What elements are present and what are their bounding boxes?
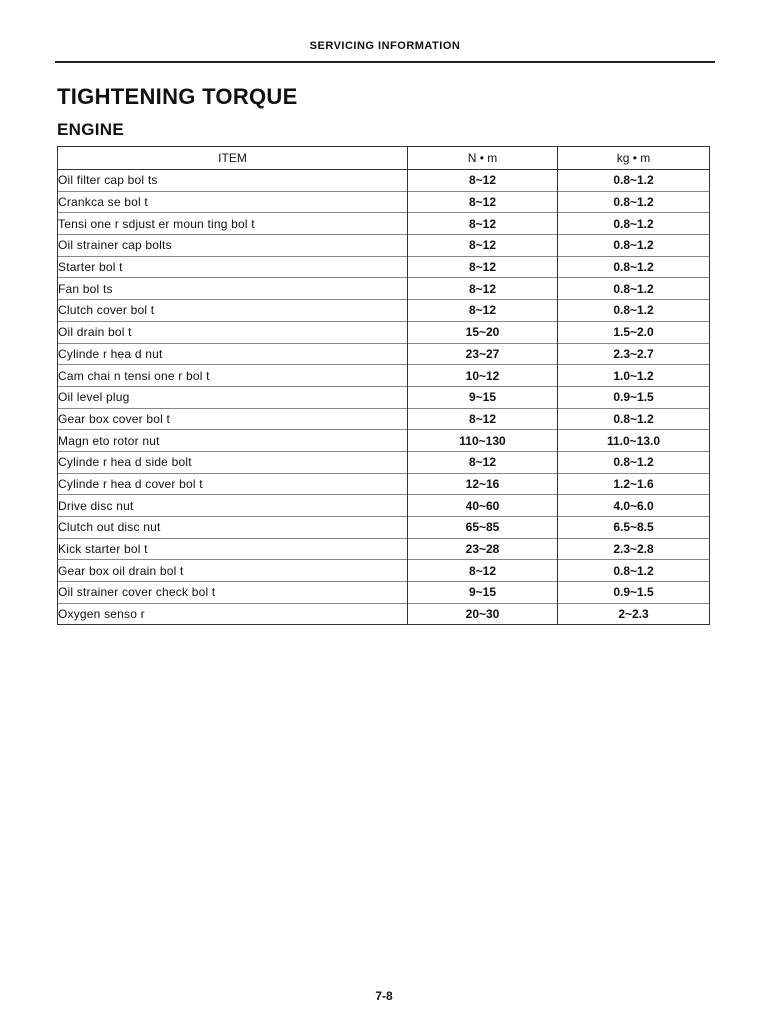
nm-cell: 110~130 [408, 430, 558, 452]
item-cell: Kick starter bol t [58, 538, 408, 560]
item-cell: Oil strainer cap bolts [58, 235, 408, 257]
column-header-nm: N • m [408, 147, 558, 170]
nm-cell: 40~60 [408, 495, 558, 517]
table-row [58, 300, 710, 322]
item-cell: Crankca se bol t [58, 191, 408, 213]
kgm-cell: 2.3~2.8 [558, 538, 710, 560]
table-header [58, 147, 710, 170]
kgm-cell: 6.5~8.5 [558, 517, 710, 539]
table-row [58, 170, 710, 192]
kgm-cell: 0.8~1.2 [558, 278, 710, 300]
table-row [58, 343, 710, 365]
table-row [58, 538, 710, 560]
item-cell: Gear box oil drain bol t [58, 560, 408, 582]
item-cell: Tensi one r sdjust er moun ting bol t [58, 213, 408, 235]
item-cell: Cylinde r hea d nut [58, 343, 408, 365]
item-cell: Drive disc nut [58, 495, 408, 517]
kgm-cell: 0.8~1.2 [558, 408, 710, 430]
nm-cell: 9~15 [408, 386, 558, 408]
item-cell: Cylinde r hea d side bolt [58, 451, 408, 473]
nm-cell: 8~12 [408, 278, 558, 300]
table-row [58, 256, 710, 278]
column-header-item: ITEM [58, 147, 408, 170]
table-row [58, 386, 710, 408]
nm-cell: 8~12 [408, 451, 558, 473]
kgm-cell: 0.9~1.5 [558, 386, 710, 408]
kgm-cell: 0.8~1.2 [558, 560, 710, 582]
kgm-cell: 2.3~2.7 [558, 343, 710, 365]
nm-cell: 9~15 [408, 582, 558, 604]
table-row [58, 430, 710, 452]
nm-cell: 8~12 [408, 256, 558, 278]
nm-cell: 15~20 [408, 321, 558, 343]
kgm-cell: 4.0~6.0 [558, 495, 710, 517]
table-row [58, 495, 710, 517]
kgm-cell: 0.8~1.2 [558, 451, 710, 473]
item-cell: Oxygen senso r [58, 603, 408, 625]
table-row [58, 582, 710, 604]
nm-cell: 8~12 [408, 408, 558, 430]
nm-cell: 8~12 [408, 235, 558, 257]
table-row [58, 321, 710, 343]
item-cell: Starter bol t [58, 256, 408, 278]
page-title: TIGHTENING TORQUE [57, 84, 298, 109]
section-subtitle: ENGINE [57, 120, 124, 139]
nm-cell: 8~12 [408, 191, 558, 213]
running-header: SERVICING INFORMATION [309, 40, 461, 52]
item-cell: Cam chai n tensi one r bol t [58, 365, 408, 387]
kgm-cell: 0.8~1.2 [558, 300, 710, 322]
kgm-cell: 0.8~1.2 [558, 191, 710, 213]
page-number: 7-8 [375, 989, 393, 1003]
nm-cell: 23~27 [408, 343, 558, 365]
kgm-cell: 0.9~1.5 [558, 582, 710, 604]
item-cell: Oil filter cap bol ts [58, 170, 408, 192]
nm-cell: 65~85 [408, 517, 558, 539]
table-row [58, 603, 710, 625]
table-row [58, 235, 710, 257]
nm-cell: 8~12 [408, 560, 558, 582]
table-row [58, 191, 710, 213]
kgm-cell: 0.8~1.2 [558, 213, 710, 235]
kgm-cell: 1.2~1.6 [558, 473, 710, 495]
nm-cell: 10~12 [408, 365, 558, 387]
item-cell: Clutch cover bol t [58, 300, 408, 322]
table-row [58, 560, 710, 582]
nm-cell: 20~30 [408, 603, 558, 625]
torque-table [57, 146, 710, 625]
item-cell: Cylinde r hea d cover bol t [58, 473, 408, 495]
item-cell: Oil strainer cover check bol t [58, 582, 408, 604]
kgm-cell: 11.0~13.0 [558, 430, 710, 452]
column-header-kgm: kg • m [558, 147, 710, 170]
kgm-cell: 0.8~1.2 [558, 235, 710, 257]
nm-cell: 8~12 [408, 213, 558, 235]
kgm-cell: 1.0~1.2 [558, 365, 710, 387]
header-rule [55, 61, 715, 63]
table-row [58, 451, 710, 473]
table-body [58, 170, 710, 625]
kgm-cell: 0.8~1.2 [558, 256, 710, 278]
item-cell: Gear box cover bol t [58, 408, 408, 430]
item-cell: Magn eto rotor nut [58, 430, 408, 452]
table-header-row [58, 147, 710, 170]
table-row [58, 408, 710, 430]
item-cell: Fan bol ts [58, 278, 408, 300]
kgm-cell: 2~2.3 [558, 603, 710, 625]
nm-cell: 8~12 [408, 300, 558, 322]
table-row [58, 473, 710, 495]
table-row [58, 365, 710, 387]
kgm-cell: 1.5~2.0 [558, 321, 710, 343]
table-row [58, 213, 710, 235]
nm-cell: 12~16 [408, 473, 558, 495]
item-cell: Oil drain bol t [58, 321, 408, 343]
item-cell: Oil level plug [58, 386, 408, 408]
nm-cell: 8~12 [408, 170, 558, 192]
item-cell: Clutch out disc nut [58, 517, 408, 539]
nm-cell: 23~28 [408, 538, 558, 560]
kgm-cell: 0.8~1.2 [558, 170, 710, 192]
table-row [58, 278, 710, 300]
table-row [58, 517, 710, 539]
